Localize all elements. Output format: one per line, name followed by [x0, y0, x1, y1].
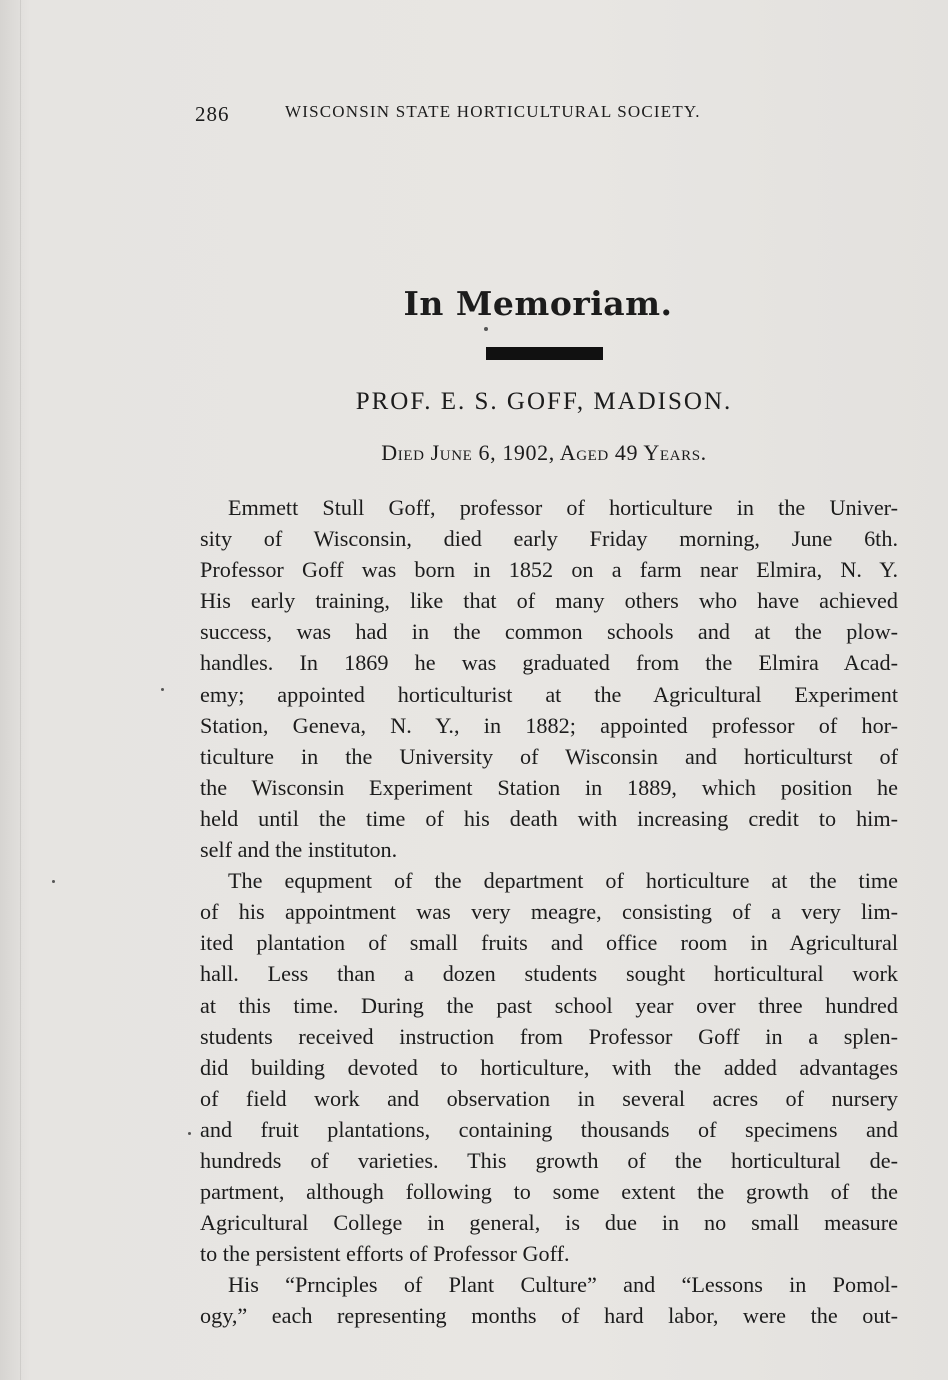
page-number: 286: [195, 102, 230, 126]
text-line: Emmett Stull Goff, professor of horticulture in the Univer-: [228, 495, 898, 520]
text-line: The equpment of the department of horticulture at the time: [228, 868, 898, 894]
scan-speck: [188, 1132, 191, 1135]
death-date-line: Died June 6, 1902, Aged 49 Years.: [381, 440, 707, 465]
running-head: WISCONSIN STATE HORTICULTURAL SOCIETY.: [285, 102, 701, 121]
scan-speck: [52, 880, 55, 883]
text-line: of his appointment was very meagre, consisting of a very lim-: [200, 899, 898, 925]
text-line: hundreds of varieties. This growth of the horticultural de-: [200, 1147, 898, 1173]
text-line: to the persistent efforts of Professor Goff.: [200, 1241, 570, 1267]
text-line: emy; appointed horticulturist at the Agricultural Experiment: [200, 681, 898, 707]
paragraph-2: [200, 865, 898, 1269]
text-line: success, was had in the common schools and at the plow-: [200, 619, 898, 645]
text-line: sity of Wisconsin, died early Friday morning, June 6th.: [200, 526, 898, 552]
memorial-title: In Memoriam.: [403, 284, 673, 323]
text-line: Professor Goff was born in 1852 on a farm near Elmira, N. Y.: [200, 557, 898, 583]
paragraph-3: [200, 1269, 898, 1331]
text-line: hall. Less than a dozen students sought horticultural work: [200, 961, 898, 987]
text-line: students received instruction from Professor Goff in a splen-: [200, 1023, 898, 1049]
text-line: self and the instituton.: [200, 837, 398, 863]
text-line: His “Prnciples of Plant Culture” and “Lessons in Pomol-: [228, 1272, 898, 1298]
text-line: Station, Geneva, N. Y., in 1882; appointed professor of hor-: [200, 712, 898, 738]
text-line: ogy,” each representing months of hard labor, were the out-: [200, 1303, 898, 1329]
body-text: [200, 492, 898, 1332]
paragraph-1: [200, 492, 898, 865]
scan-speck: [484, 327, 488, 331]
text-line: held until the time of his death with increasing credit to him-: [200, 805, 898, 831]
text-line: of field work and observation in several acres of nursery: [200, 1085, 898, 1111]
mourning-rule: [486, 347, 603, 360]
text-line: Agricultural College in general, is due in no small measure: [200, 1210, 898, 1236]
page-header: [195, 98, 815, 128]
text-line: the Wisconsin Experiment Station in 1889, which position he: [200, 774, 898, 800]
person-heading: PROF. E. S. GOFF, MADISON.: [355, 388, 733, 415]
scan-speck: [161, 688, 164, 691]
text-line: ticulture in the University of Wisconsin and horticulturst of: [200, 743, 898, 769]
text-line: partment, although following to some extent the growth of the: [200, 1179, 898, 1205]
text-line: His early training, like that of many others who have achieved: [200, 588, 898, 614]
text-line: at this time. During the past school year over three hundred: [200, 992, 898, 1018]
text-line: ited plantation of small fruits and office room in Agricultural: [200, 930, 898, 956]
binding-edge: [20, 0, 21, 1380]
text-line: and fruit plantations, containing thousands of specimens and: [200, 1116, 898, 1142]
text-line: handles. In 1869 he was graduated from the Elmira Acad-: [200, 650, 898, 676]
text-line: did building devoted to horticulture, with the added advantages: [200, 1054, 898, 1080]
